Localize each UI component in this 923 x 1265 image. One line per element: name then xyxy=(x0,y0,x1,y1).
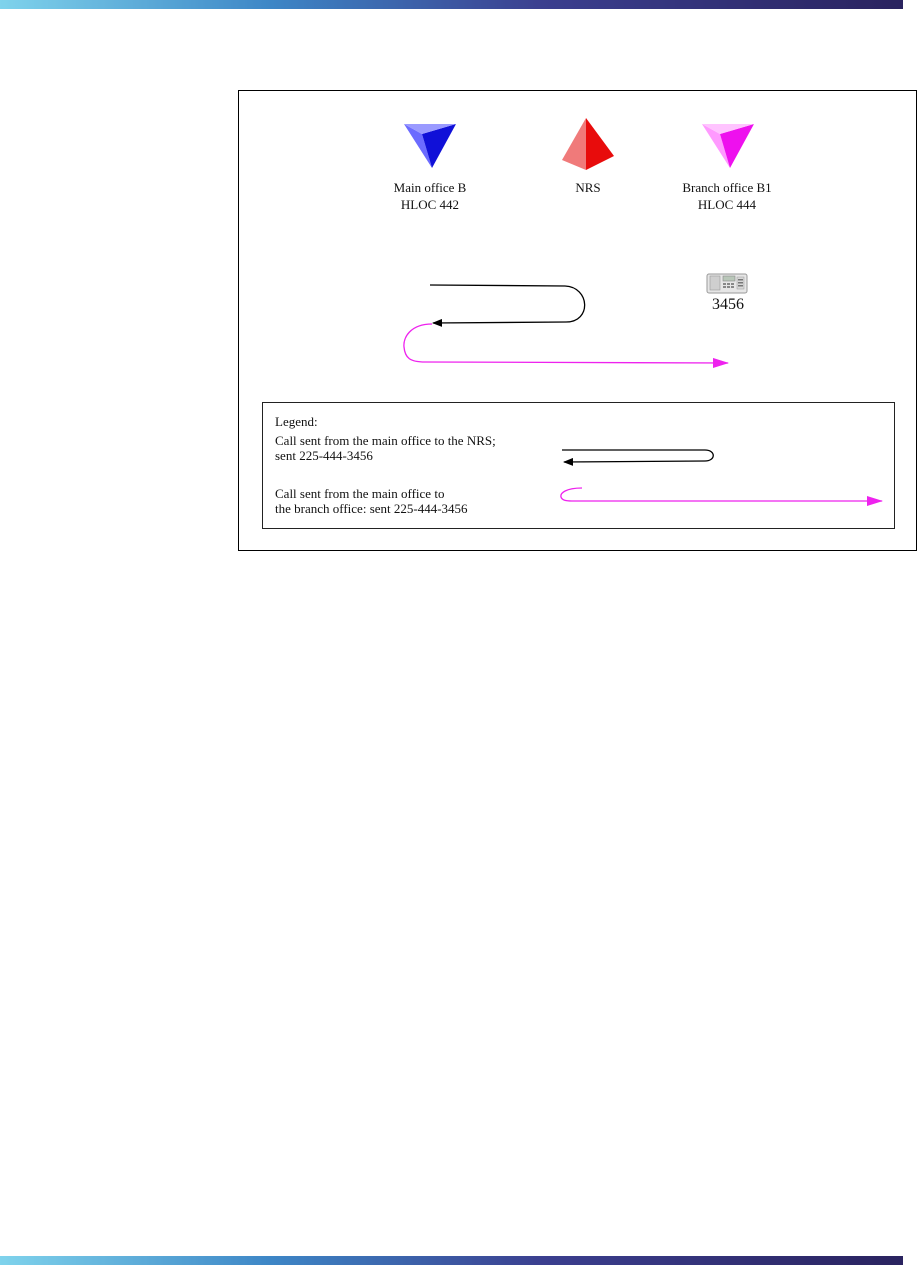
legend-item-branch-call-line2: the branch office: sent 225-444-3456 xyxy=(275,501,468,516)
phone-extension: 3456 xyxy=(712,296,744,313)
footer-gradient-bar xyxy=(0,1256,903,1265)
branch-call-arrow xyxy=(404,324,728,363)
legend-item-nrs-call-line1: Call sent from the main office to the NRS; xyxy=(275,433,496,448)
nrs-name: NRS xyxy=(575,180,601,195)
main-office-hloc: HLOC 442 xyxy=(400,197,460,212)
legend-item-nrs-call xyxy=(275,433,496,463)
legend-item-nrs-call-line2: sent 225-444-3456 xyxy=(275,448,373,463)
branch-office-name: Branch office B1 xyxy=(682,180,772,195)
legend-item-branch-call xyxy=(275,486,468,516)
main-office-name: Main office B xyxy=(393,180,467,195)
nrs-call-arrow xyxy=(430,285,585,323)
branch-office-hloc: HLOC 444 xyxy=(697,197,757,212)
legend-item-branch-call-line1: Call sent from the main office to xyxy=(275,486,445,501)
legend-title: Legend: xyxy=(275,414,318,429)
